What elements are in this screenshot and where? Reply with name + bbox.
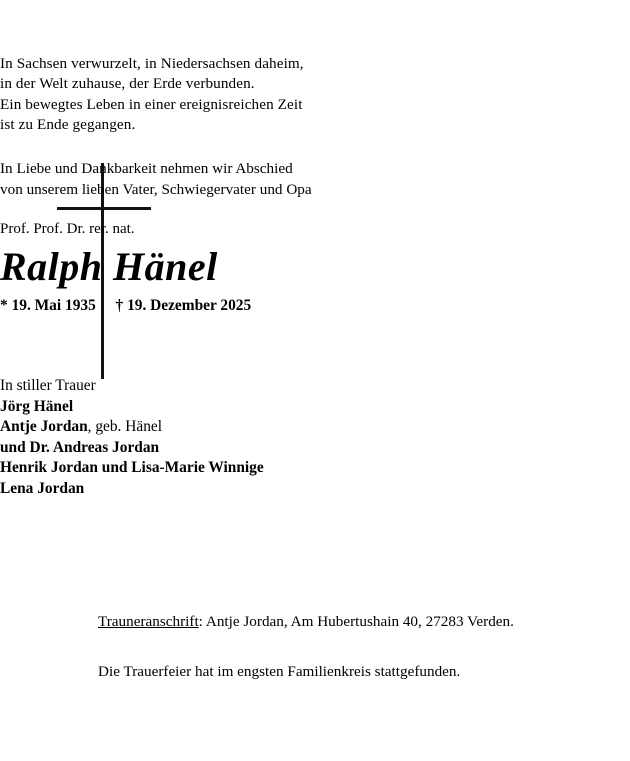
birth-symbol: * (0, 297, 8, 314)
mourner-item (0, 417, 630, 438)
mourner-item (0, 438, 630, 459)
mourner-name: Jörg Hänel (0, 397, 74, 415)
mourner-name: Henrik Jordan und Lisa-Marie Winnige (0, 459, 264, 477)
mourner-item (0, 479, 630, 500)
memorial-verse (0, 54, 630, 136)
address-label: Trauneranschrift (98, 613, 199, 630)
mourner-note: , geb. Hänel (87, 418, 163, 436)
verse-line-2: in der Welt zuhause, der Erde verbunden. (0, 75, 255, 93)
life-dates (0, 296, 630, 316)
cross-horizontal-stroke (57, 207, 151, 210)
verse-line-3: Ein bewegtes Leben in einer ereignisreichen Zeit (0, 95, 303, 113)
farewell-statement (0, 159, 630, 201)
deceased-titles: Prof. Prof. Dr. rer. nat. (0, 221, 135, 237)
mourners-list (0, 376, 630, 500)
condolence-address (98, 612, 514, 632)
mourner-item (0, 458, 630, 479)
death-date: 19. Dezember 2025 (127, 297, 252, 314)
mourner-name: Antje Jordan (0, 418, 88, 436)
ceremony-note: Die Trauerfeier hat im engsten Familienkreis stattgefunden. (98, 663, 461, 680)
address-value: : Antje Jordan, Am Hubertushain 40, 27283 Verden. (198, 613, 514, 630)
farewell-line-2: von unserem lieben Vater, Schwiegervater und Opa (0, 180, 312, 198)
death-symbol: † (115, 297, 124, 314)
deceased-name: Ralph Hänel (0, 244, 218, 289)
verse-line-1: In Sachsen verwurzelt, in Niedersachsen daheim, (0, 55, 304, 72)
mourner-name: und Dr. Andreas Jordan (0, 438, 160, 456)
verse-line-4: ist zu Ende gegangen. (0, 116, 136, 134)
mourner-item (0, 397, 630, 418)
mourner-name: Lena Jordan (0, 479, 85, 497)
farewell-line-1: In Liebe und Dankbarkeit nehmen wir Abschied (0, 160, 293, 177)
birth-date: 19. Mai 1935 (11, 297, 96, 314)
mourners-heading: In stiller Trauer (0, 377, 96, 394)
